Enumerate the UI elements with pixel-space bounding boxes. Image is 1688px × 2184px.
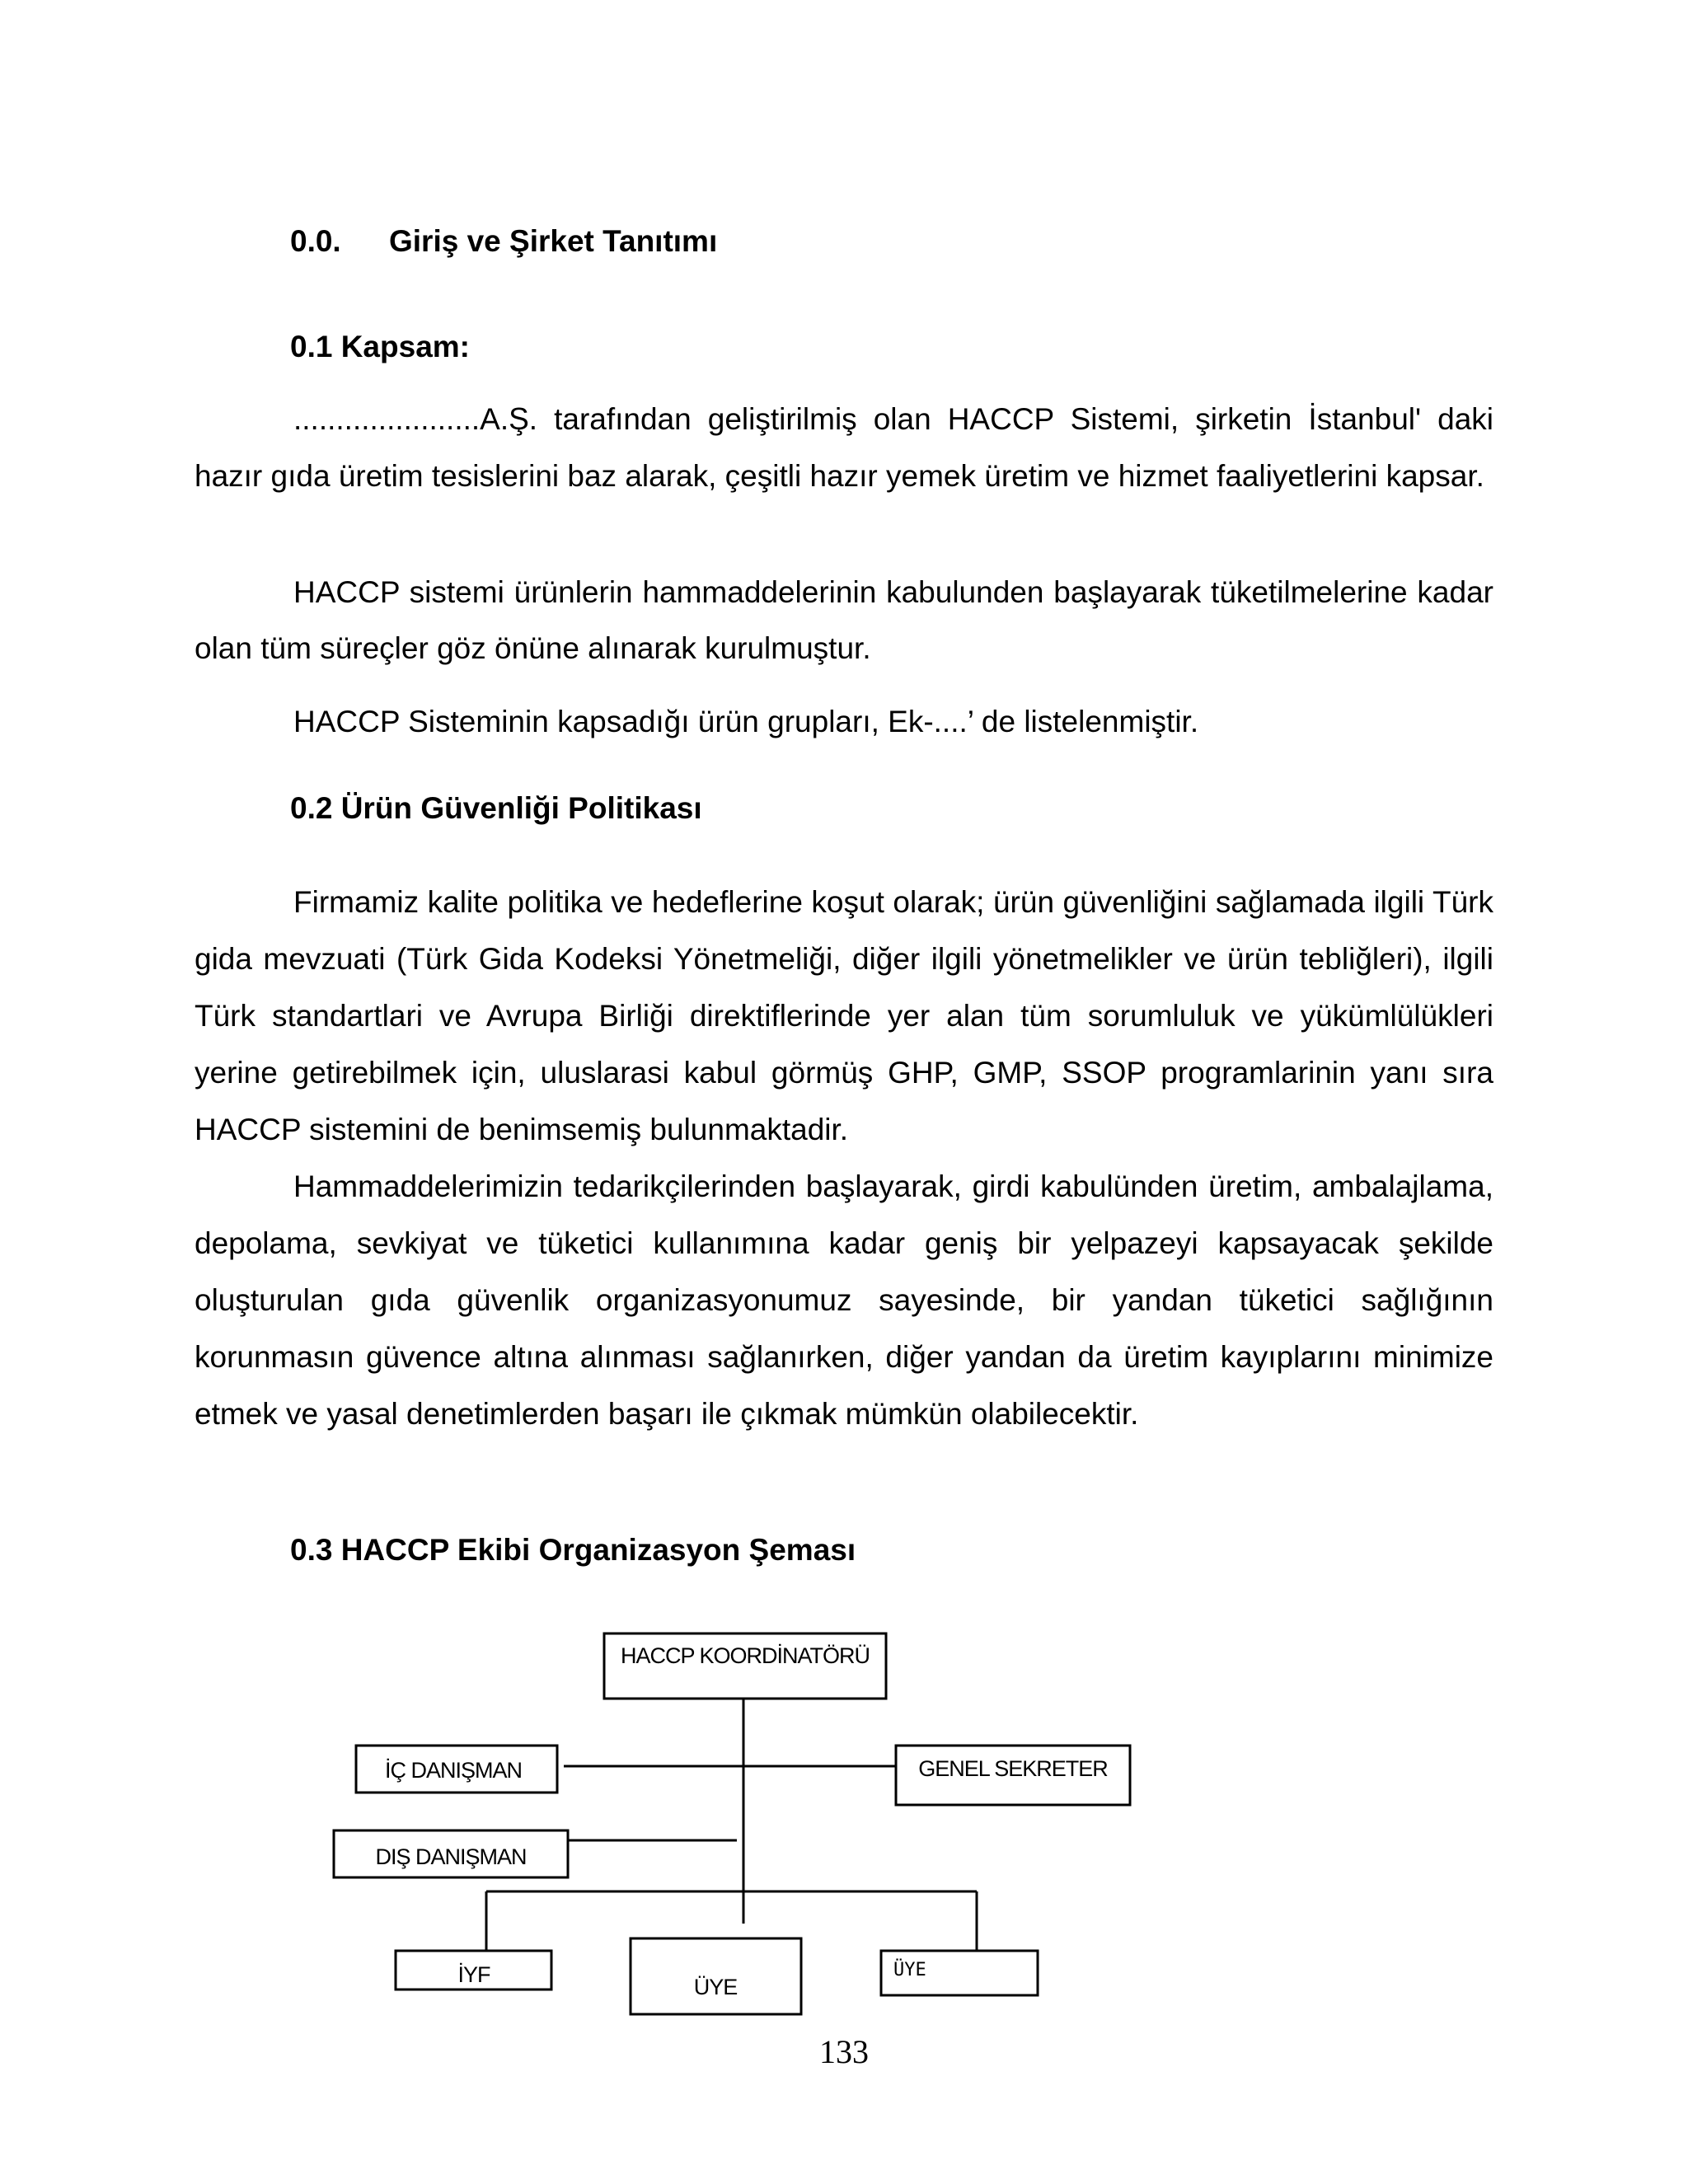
box-general-secretary (896, 1746, 1130, 1805)
box-member-1 (396, 1951, 551, 1990)
paragraph-policy-2: Hammaddelerimizin tedarikçilerinden başlayarak, girdi kabulünden üretim, ambalajlama, depolama, sevkiyat ve tüketici kullanımına kadar geniş bir yelpazeyi kapsayacak şekilde oluşturulan gıda güvenlik organizasyonumuz sayesinde, bir yandan tüketici sağlığının korunmasın güvence altına alınması sağlanırken, diğer yandan da üretim kayıplarını minimize etmek ve yasal denetimlerden başarı ile çıkmak mümkün olabilecektir. (195, 1169, 1493, 1431)
general-secretary-label: GENEL SEKRETER (918, 1756, 1108, 1781)
page-number: 133 (819, 2033, 869, 2070)
paragraph-policy-1: Firmamiz kalite politika ve hedeflerine koşut olarak; ürün güvenliğini sağlamada ilgili Türk gida mevzuati (Türk Gida Kodeksi Yönetmeliği, diğer ilgili yönetmelikler ve ürün tebliğleri), ilgili Türk standartlari ve Avrupa Birliği direktiflerinde yer alan tüm sorumluluk ve yükümlülükleri yerine getirebilmek için, uluslarasi kabul görmüş GHP, GMP, SSOP programlarinin yanı sıra HACCP sistemini de benimsemiş bulunmaktadir. (195, 885, 1493, 1146)
section-heading-policy: 0.2 Ürün Güvenliği Politikası (290, 791, 702, 825)
member-2-label: ÜYE (693, 1975, 738, 1999)
external-consultant-label: DIŞ DANIŞMAN (375, 1844, 527, 1869)
paragraph-scope-2: HACCP sistemi ürünlerin hammaddelerinin kabulunden başlayarak tüketilmelerine kadar olan tüm süreçler göz önüne alınarak kurulmuştur. (195, 575, 1493, 665)
member-1-label: İYF (457, 1962, 490, 1987)
coordinator-label: HACCP KOORDİNATÖRÜ (620, 1643, 870, 1668)
box-external-consultant (334, 1830, 568, 1877)
section-heading-scope: 0.1 Kapsam: (290, 330, 470, 363)
box-internal-consultant (356, 1746, 557, 1793)
section-title: Giriş ve Şirket Tanıtımı (389, 224, 718, 258)
paragraph-scope-3: HACCP Sisteminin kapsadığı ürün grupları, Ek-....’ de listelenmiştir. (293, 705, 1199, 738)
member-3-label: ÜYE (893, 1960, 926, 1980)
internal-consultant-label: İÇ DANIŞMAN (384, 1758, 523, 1783)
section-number: 0.0. (290, 224, 341, 258)
box-member-2 (631, 1938, 801, 2014)
paragraph-scope-1: ......................A.Ş. tarafından geliştirilmiş olan HACCP Sistemi, şirketin İstanbul' daki hazır gıda üretim tesislerini baz alarak, çeşitli hazır yemek üretim ve hizmet faaliyetlerini kapsar. (195, 402, 1493, 493)
box-member-3 (881, 1951, 1038, 1995)
box-haccp-coordinator (604, 1633, 886, 1699)
section-heading-org-chart: 0.3 HACCP Ekibi Organizasyon Şeması (290, 1533, 856, 1567)
